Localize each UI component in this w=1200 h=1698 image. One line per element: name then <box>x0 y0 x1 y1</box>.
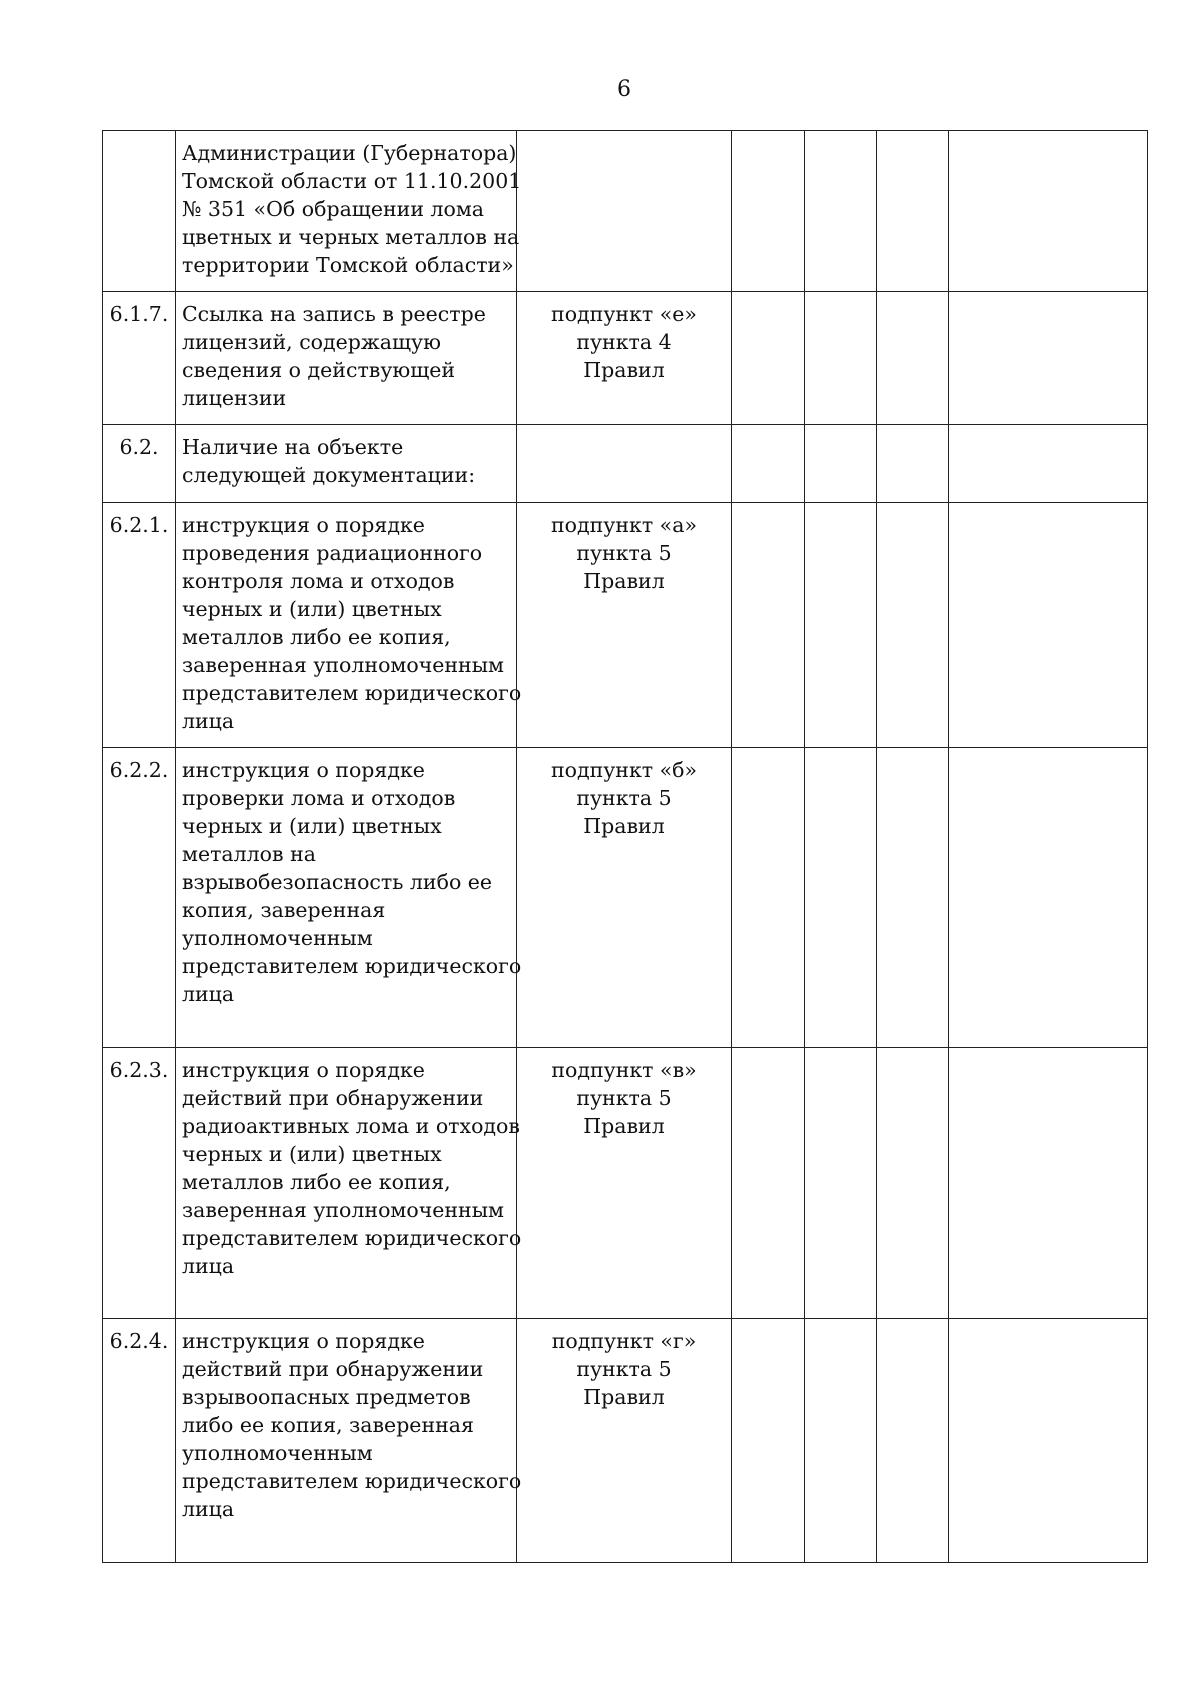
answer-cell[interactable] <box>877 1048 949 1319</box>
answer-cell[interactable] <box>805 1048 877 1319</box>
answer-cell[interactable] <box>877 1319 949 1563</box>
answer-cell[interactable] <box>732 425 805 503</box>
answer-cell[interactable] <box>877 292 949 425</box>
answer-cell[interactable] <box>805 1319 877 1563</box>
comment-cell[interactable] <box>949 292 1148 425</box>
comment-cell[interactable] <box>949 503 1148 748</box>
answer-cell[interactable] <box>877 503 949 748</box>
answer-cell[interactable] <box>805 748 877 1048</box>
item-number: 6.2.1. <box>103 503 176 748</box>
table-row <box>103 1048 1148 1319</box>
item-description: инструкция о порядке действий при обнаружении взрывоопасных предметов либо ее копия, заверенная уполномоченным представителем юридического лица <box>176 1319 517 1563</box>
answer-cell[interactable] <box>805 292 877 425</box>
item-description: Администрации (Губернатора) Томской области от 11.10.2001 № 351 «Об обращении лома цветных и черных металлов на территории Томской области» <box>176 131 517 292</box>
comment-cell[interactable] <box>949 1319 1148 1563</box>
table-row <box>103 748 1148 1048</box>
item-number: 6.2.4. <box>103 1319 176 1563</box>
page-number: 6 <box>617 77 631 102</box>
item-description: инструкция о порядке проведения радиационного контроля лома и отходов черных и (или) цветных металлов либо ее копия, заверенная уполномоченным представителем юридического лица <box>176 503 517 748</box>
answer-cell[interactable] <box>805 131 877 292</box>
answer-cell[interactable] <box>877 748 949 1048</box>
table-row <box>103 1319 1148 1563</box>
table-body <box>103 131 1148 1563</box>
table-row <box>103 292 1148 425</box>
answer-cell[interactable] <box>732 1319 805 1563</box>
comment-cell[interactable] <box>949 1048 1148 1319</box>
answer-cell[interactable] <box>732 503 805 748</box>
item-reference: подпункт «е» пункта 4 Правил <box>517 292 732 425</box>
table-row <box>103 503 1148 748</box>
answer-cell[interactable] <box>805 425 877 503</box>
comment-cell[interactable] <box>949 748 1148 1048</box>
item-description: Ссылка на запись в реестре лицензий, содержащую сведения о действующей лицензии <box>176 292 517 425</box>
answer-cell[interactable] <box>877 131 949 292</box>
item-description: Наличие на объекте следующей документации: <box>176 425 517 503</box>
item-reference: подпункт «б» пункта 5 Правил <box>517 748 732 1048</box>
item-number: 6.2.3. <box>103 1048 176 1319</box>
table-row <box>103 425 1148 503</box>
answer-cell[interactable] <box>732 292 805 425</box>
item-description: инструкция о порядке действий при обнаружении радиоактивных лома и отходов черных и (или) цветных металлов либо ее копия, заверенная уполномоченным представителем юридического лица <box>176 1048 517 1319</box>
item-reference: подпункт «г» пункта 5 Правил <box>517 1319 732 1563</box>
answer-cell[interactable] <box>877 425 949 503</box>
item-number <box>103 131 176 292</box>
answer-cell[interactable] <box>732 131 805 292</box>
comment-cell[interactable] <box>949 425 1148 503</box>
item-description: инструкция о порядке проверки лома и отходов черных и (или) цветных металлов на взрывобезопасность либо ее копия, заверенная уполномоченным представителем юридического лица <box>176 748 517 1048</box>
item-number: 6.2. <box>103 425 176 503</box>
item-number: 6.2.2. <box>103 748 176 1048</box>
answer-cell[interactable] <box>732 1048 805 1319</box>
table-row <box>103 131 1148 292</box>
item-reference: подпункт «в» пункта 5 Правил <box>517 1048 732 1319</box>
checklist-table <box>102 130 1148 1563</box>
answer-cell[interactable] <box>732 748 805 1048</box>
comment-cell[interactable] <box>949 131 1148 292</box>
item-number: 6.1.7. <box>103 292 176 425</box>
item-reference <box>517 131 732 292</box>
item-reference: подпункт «а» пункта 5 Правил <box>517 503 732 748</box>
answer-cell[interactable] <box>805 503 877 748</box>
item-reference <box>517 425 732 503</box>
